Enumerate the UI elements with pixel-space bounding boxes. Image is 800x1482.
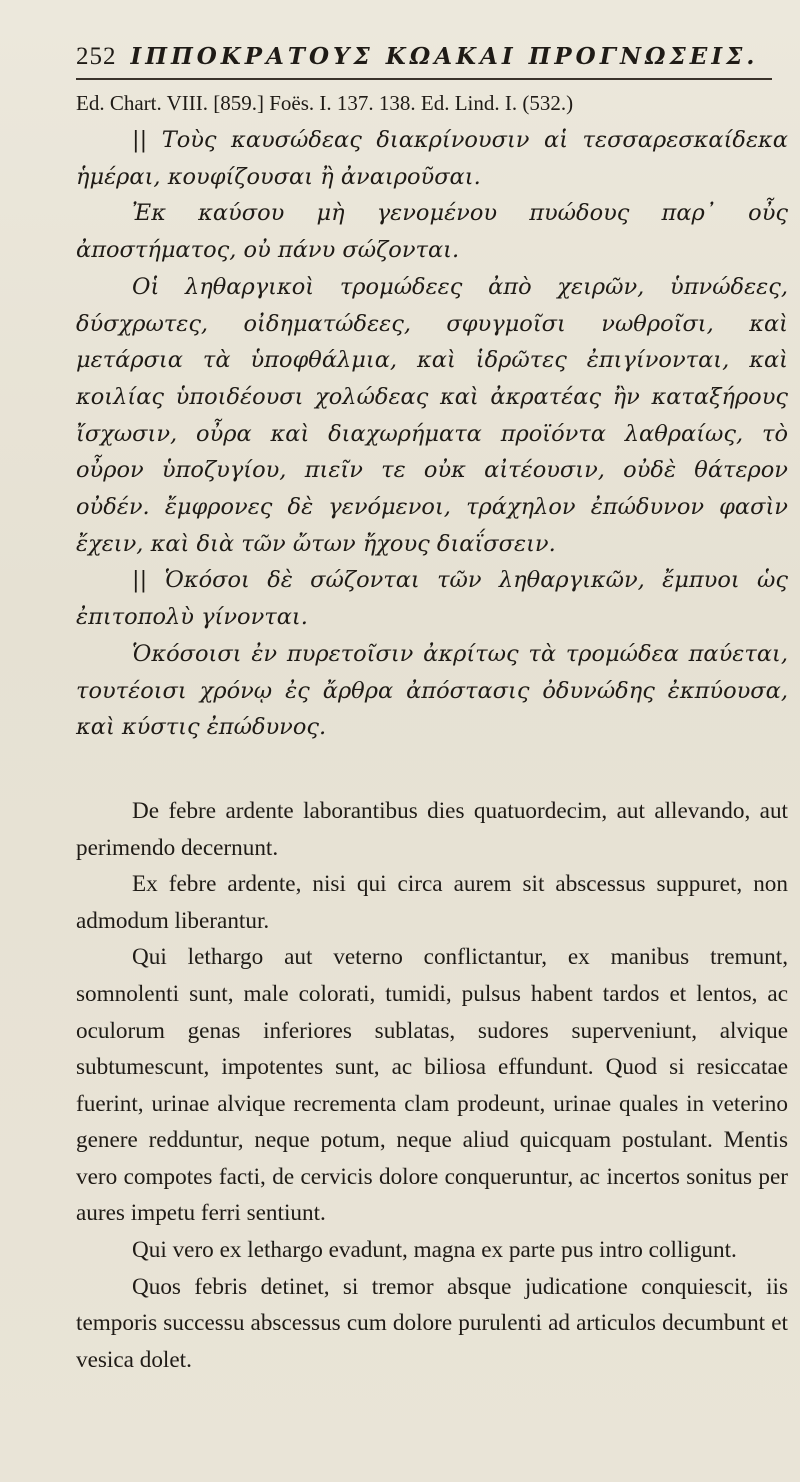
greek-text-block (76, 122, 788, 746)
running-head (76, 40, 780, 74)
greek-paragraph: Ἐκ καύσου μὴ γενομένου πυώδους παρ᾽ οὖς ἀποστήματος, οὐ πάνυ σώζονται. (76, 200, 788, 264)
latin-paragraph: Ex febre ardente, nisi qui circa aurem sit abscessus suppuret, non admodum liberantur. (76, 871, 788, 934)
latin-paragraph: Qui lethargo aut veterno conflictantur, ex manibus tremunt, somnolenti sunt, male colorati, tumidi, pulsus habent tardos et lentos, ac oculorum genas inferiores sublatas, sudores superveniunt, alvique subtumescunt, impotentes sunt, ac biliosa effundunt. Quod si resiccatae fuerint, urinae alvique recrementa clam prodeunt, urinae quales in veterino genere redduntur, neque potum, neque aliud quicquam postulant. Mentis vero compotes facti, de cervicis dolore conqueruntur, ac incertos sonitus per aures impetu ferri sentiunt. (76, 944, 788, 1227)
header-rule (76, 78, 772, 80)
page-number: 252 (76, 43, 117, 70)
latin-text-block (76, 793, 788, 1379)
edition-reference-line: Ed. Chart. VIII. [859.] Foës. I. 137. 138. Ed. Lind. I. (532.) (76, 91, 574, 115)
greek-paragraph: || Τοὺς καυσώδεας διακρίνουσιν αἱ τεσσαρεσκαίδεκα ἡμέραι, κουφίζουσαι ἢ ἀναιροῦσαι. (76, 127, 788, 190)
greek-paragraph: || Ὁκόσοι δὲ σώζονται τῶν ληθαργικῶν, ἔμπυοι ὡς ἐπιτοπολὺ γίνονται. (76, 567, 788, 631)
greek-paragraph: Ὁκόσοισι ἐν πυρετοῖσιν ἀκρίτως τὰ τρομώδεα παύεται, τουτέοισι χρόνῳ ἐς ἄρθρα ἀπόστασις ὀδυνώδης ἐκπύουσα, καὶ κύστις ἐπώδυνος. (76, 640, 788, 741)
greek-paragraph: Οἱ ληθαργικοὶ τρομώδεες ἀπὸ χειρῶν, ὑπνώδεες, δύσχρωτες, οἰδηματώδεες, σφυγμοῖσι νωθροῖσι, καὶ μετάρσια τὰ ὑποφθάλμια, καὶ ἱδρῶτες ἐπιγίνονται, καὶ κοιλίας ὑποιδέουσι χολώδεας καὶ ἀκρατέας ἢν καταξήρους ἴσχωσιν, οὖρα καὶ διαχωρήματα προϊόντα λαθραίως, τὸ οὖρον ὑποζυγίου, πιεῖν τε οὐκ αἰτέουσιν, οὐδὲ θάτερον οὐδέν. ἔμφρονες δὲ γενόμενοι, τράχηλον ἐπώδυνον φασὶν ἔχειν, καὶ διὰ τῶν ὤτων ἤχους διαΐσσειν. (76, 273, 788, 557)
latin-paragraph: Quos febris detinet, si tremor absque judicatione conquiescit, iis temporis successu abscessus cum dolore purulenti ad articulos decumbunt et vesica dolet. (76, 1273, 788, 1373)
latin-paragraph: De febre ardente laborantibus dies quatuordecim, aut allevando, aut perimendo decernunt. (76, 797, 788, 861)
running-title: ΙΠΠΟΚΡΑΤΟΥΣ ΚΩΑΚΑΙ ΠΡΟΓΝΩΣΕΙΣ. (130, 43, 759, 70)
latin-paragraph: Qui vero ex lethargo evadunt, magna ex parte pus intro colligunt. (132, 1237, 737, 1264)
